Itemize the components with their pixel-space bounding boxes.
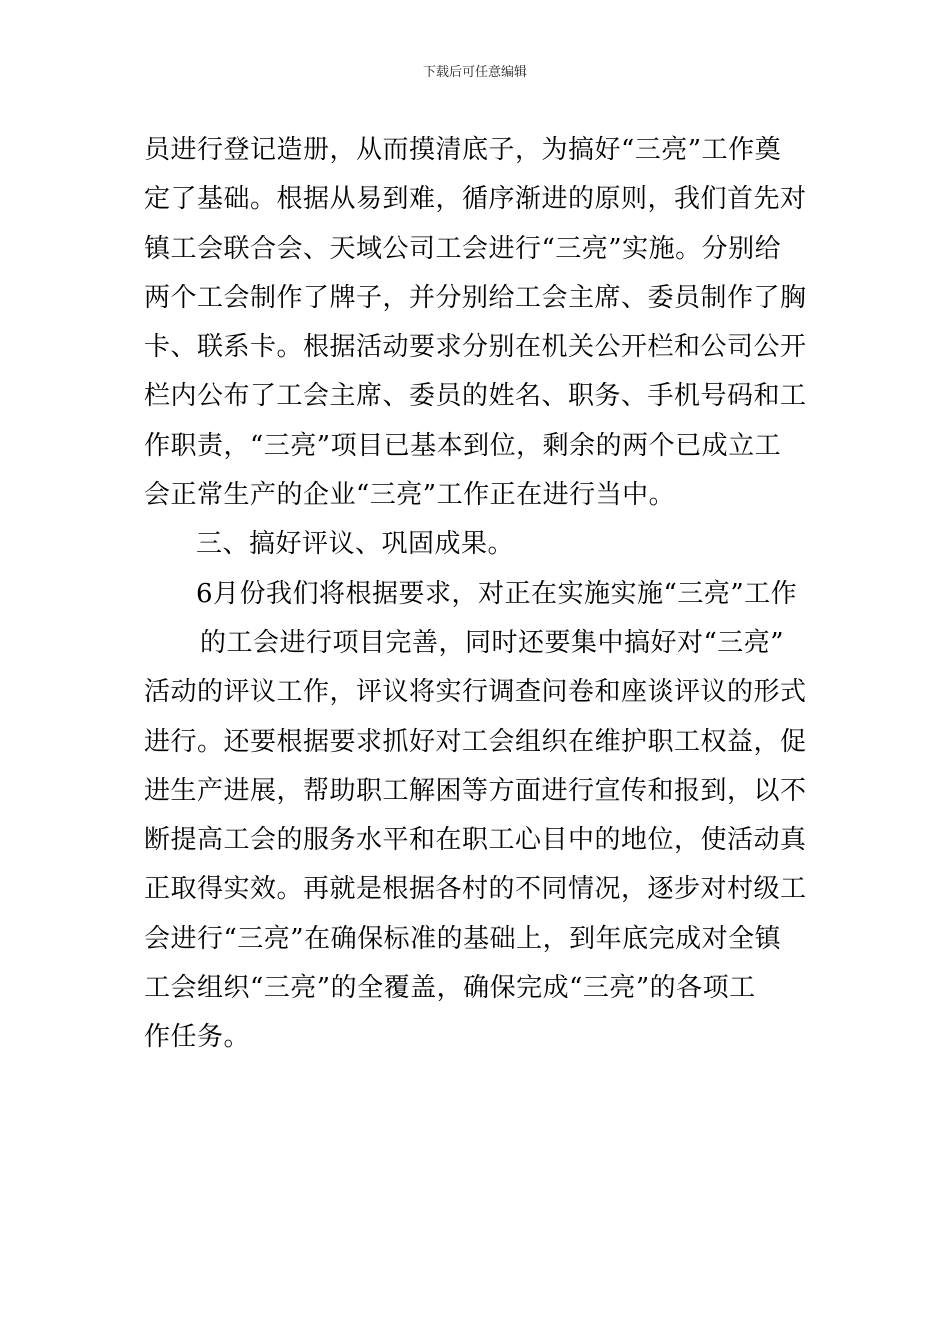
section-heading: 三、搞好评议、巩固成果。 — [196, 529, 515, 560]
document-body — [144, 126, 824, 1063]
paragraph-line: 会进行“三亮”在确保标准的基础上，到年底完成对全镇 — [144, 923, 782, 954]
paragraph-line: 断提高工会的服务水平和在职工心目中的地位，使活动真 — [144, 825, 807, 856]
paragraph-line: 定了基础。根据从易到难，循序渐进的原则，我们首先对 — [144, 184, 807, 215]
paragraph-line: 作任务。 — [144, 1022, 251, 1053]
paragraph-line: 两个工会制作了牌子，并分别给工会主席、委员制作了胸 — [144, 282, 807, 313]
paragraph-line: 栏内公布了工会主席、委员的姓名、职务、手机号码和工 — [144, 381, 807, 412]
paragraph-line: 作职责，“三亮”项目已基本到位，剩余的两个已成立工 — [144, 430, 782, 461]
paragraph-line: 进行。还要根据要求抓好对工会组织在维护职工权益，促 — [144, 726, 807, 757]
paragraph-line: 进生产进展，帮助职工解困等方面进行宣传和报到，以不 — [144, 775, 807, 806]
paragraph-line: 正取得实效。再就是根据各村的不同情况，逐步对村级工 — [144, 874, 807, 905]
paragraph-line: 的工会进行项目完善，同时还要集中搞好对“三亮” — [200, 627, 785, 658]
page-header: 下载后可任意编辑 — [422, 65, 527, 80]
paragraph-line: 员进行登记造册，从而摸清底子，为搞好“三亮”工作奠 — [144, 135, 782, 165]
paragraph-line: 活动的评议工作，评议将实行调查问卷和座谈评议的形式 — [144, 677, 807, 708]
paragraph-line: 镇工会联合会、天域公司工会进行“三亮”实施。分别给 — [144, 233, 782, 264]
paragraph-line: 6月份我们将根据要求，对正在实施实施“三亮”工作 — [196, 578, 798, 609]
paragraph-line: 会正常生产的企业“三亮”工作正在进行当中。 — [144, 480, 676, 511]
paragraph-line: 工会组织“三亮”的全覆盖，确保完成“三亮”的各项工 — [144, 973, 756, 1004]
paragraph-line: 卡、联系卡。根据活动要求分别在机关公开栏和公司公开 — [144, 332, 807, 363]
